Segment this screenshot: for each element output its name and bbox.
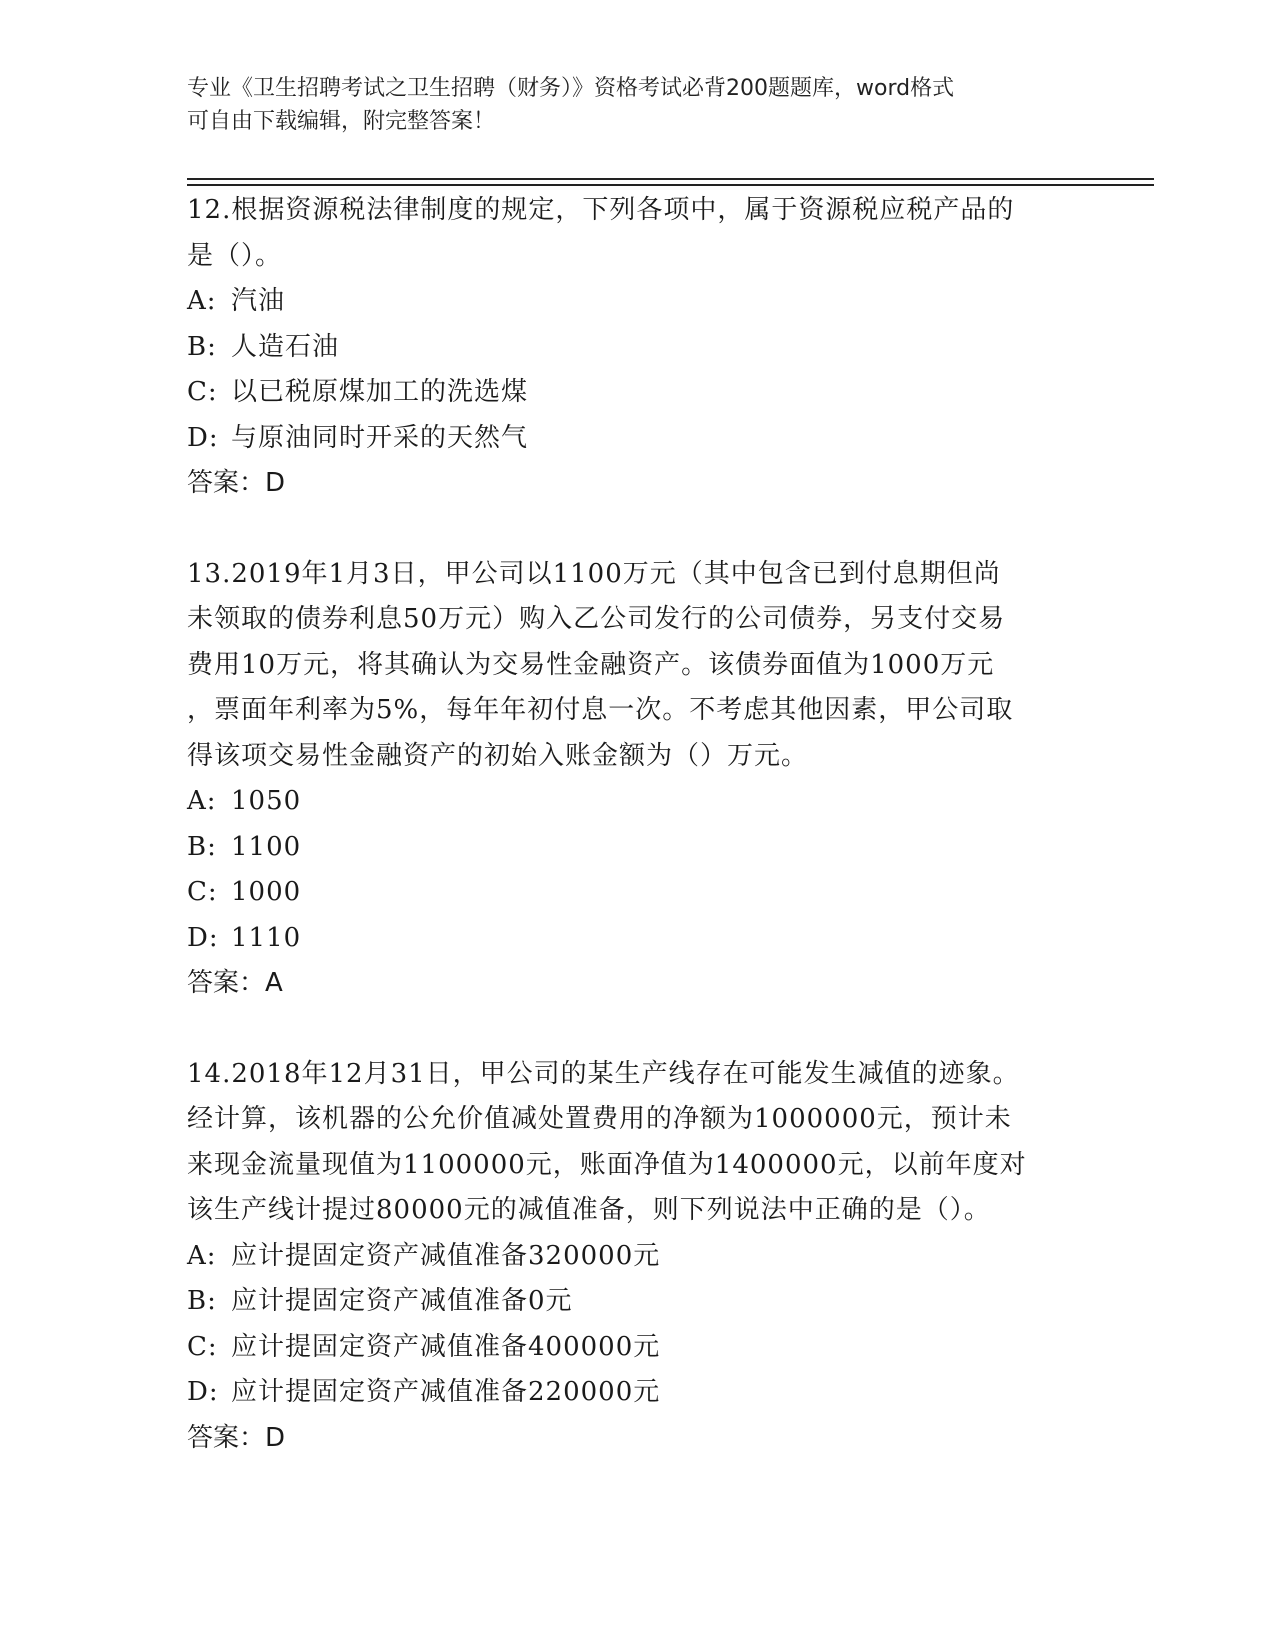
question-stem <box>187 552 1067 780</box>
option-label: B: <box>187 331 217 362</box>
question-spacer <box>187 507 1067 552</box>
question-stem <box>187 188 1067 279</box>
document-header <box>187 72 1067 138</box>
option-b <box>187 1279 1067 1325</box>
option-d <box>187 916 1067 962</box>
option-text: 1000 <box>231 877 302 907</box>
answer: 答案：A <box>187 968 283 998</box>
option-d <box>187 1370 1067 1416</box>
question-12 <box>187 188 1067 507</box>
option-label: A: <box>187 786 217 816</box>
option-text: 应计提固定资产减值准备0元 <box>231 1286 573 1316</box>
option-c <box>187 870 1067 916</box>
question-14 <box>187 1052 1067 1462</box>
option-text: 1050 <box>231 786 302 816</box>
option-text: 应计提固定资产减值准备400000元 <box>231 1331 661 1362</box>
answer: 答案：D <box>187 468 286 498</box>
option-a <box>187 779 1067 825</box>
stem-line: 得该项交易性金融资产的初始入账金额为（）万元。 <box>187 740 809 771</box>
option-a <box>187 1234 1067 1280</box>
option-text: 应计提固定资产减值准备220000元 <box>231 1377 661 1407</box>
option-b <box>187 825 1067 871</box>
option-c <box>187 1325 1067 1371</box>
option-a <box>187 279 1067 325</box>
stem-line: 是（）。 <box>187 240 283 271</box>
stem-line: 费用10万元，将其确认为交易性金融资产。该债券面值为1000万元 <box>187 649 995 680</box>
option-label: C: <box>187 1331 218 1362</box>
answer: 答案：D <box>187 1422 286 1453</box>
option-text: 以已税原煤加工的洗选煤 <box>231 377 529 407</box>
option-text: 与原油同时开采的天然气 <box>231 422 529 453</box>
option-d <box>187 416 1067 462</box>
option-c <box>187 370 1067 416</box>
option-label: C: <box>187 377 218 407</box>
stem-line: 未领取的债券利息50万元）购入乙公司发行的公司债券，另支付交易 <box>187 604 1006 634</box>
option-label: B: <box>187 831 217 862</box>
option-label: D: <box>187 422 219 453</box>
option-label: C: <box>187 877 218 907</box>
option-label: B: <box>187 1286 217 1316</box>
option-label: D: <box>187 922 219 953</box>
question-13 <box>187 552 1067 1007</box>
header-divider-bottom <box>187 184 1154 186</box>
option-text: 1110 <box>231 922 302 953</box>
question-stem <box>187 1052 1067 1234</box>
option-label: A: <box>187 286 217 316</box>
stem-line: 来现金流量现值为1100000元，账面净值为1400000元，以前年度对 <box>187 1149 1027 1180</box>
header-line-2: 可自由下载编辑，附完整答案！ <box>187 109 496 134</box>
stem-line: 12.根据资源税法律制度的规定，下列各项中，属于资源税应税产品的 <box>187 195 1015 225</box>
option-text: 人造石油 <box>231 331 340 362</box>
question-list <box>187 188 1067 1461</box>
option-b <box>187 325 1067 371</box>
option-text: 应计提固定资产减值准备320000元 <box>231 1240 661 1271</box>
option-label: D: <box>187 1377 219 1407</box>
header-divider-top <box>187 178 1154 180</box>
stem-line: 14.2018年12月31日，甲公司的某生产线存在可能发生减值的迹象。 <box>187 1058 1020 1089</box>
stem-line: ，票面年利率为5%，每年年初付息一次。不考虑其他因素，甲公司取 <box>187 695 1014 725</box>
header-line-1: 专业《卫生招聘考试之卫生招聘（财务）》资格考试必背200题题库，word格式 <box>187 76 955 101</box>
option-label: A: <box>187 1240 217 1271</box>
stem-line: 该生产线计提过80000元的减值准备，则下列说法中正确的是（）。 <box>187 1195 991 1225</box>
option-text: 汽油 <box>231 286 286 316</box>
stem-line: 13.2019年1月3日，甲公司以1100万元（其中包含已到付息期但尚 <box>187 558 1001 589</box>
question-spacer <box>187 1007 1067 1052</box>
option-text: 1100 <box>231 831 302 862</box>
stem-line: 经计算，该机器的公允价值减处置费用的净额为1000000元，预计未 <box>187 1104 1012 1134</box>
